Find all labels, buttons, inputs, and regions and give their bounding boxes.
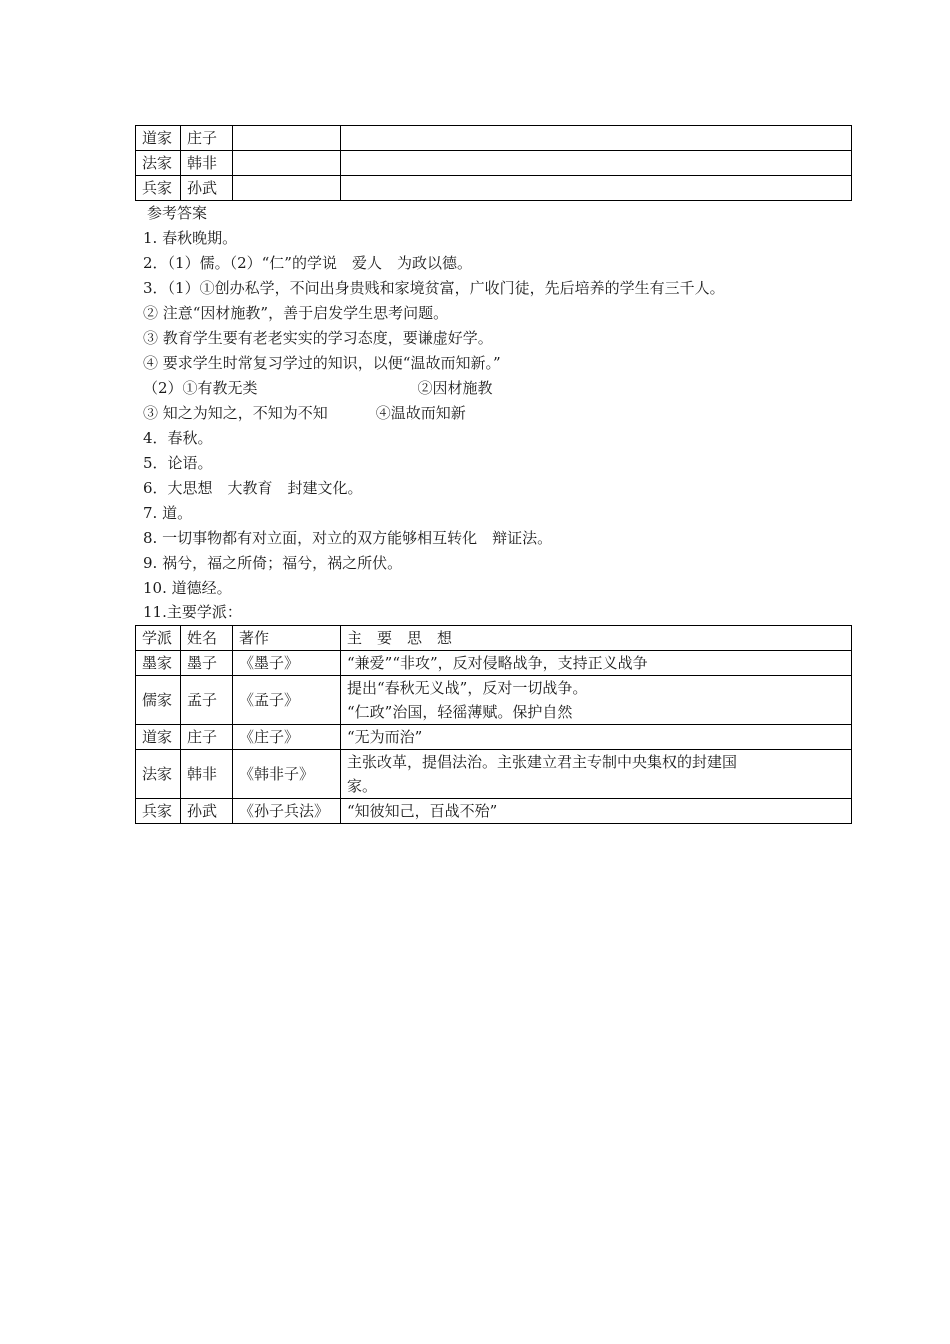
answer-line: 11.主要学派： — [143, 603, 242, 621]
cell-work: 《韩非子》 — [233, 750, 341, 799]
answer-line: 3．（1）①创办私学，不问出身贵贱和家境贫富，广收门徒，先后培养的学生有三千人。 — [143, 279, 725, 297]
cell-work: 《孙子兵法》 — [233, 799, 341, 824]
cell-name: 韩非 — [181, 151, 233, 176]
answer-line: ② 注意“因材施教”，善于启发学生思考问题。 — [143, 304, 449, 322]
header-work: 著作 — [233, 626, 341, 651]
answer-line — [143, 376, 843, 401]
answer-line: 8. 一切事物都有对立面，对立的双方能够相互转化 辩证法。 — [143, 529, 553, 547]
table-row — [136, 676, 852, 725]
table-row — [136, 725, 852, 750]
cell-work: 《庄子》 — [233, 725, 341, 750]
cell-work — [233, 151, 341, 176]
cell-name: 孟子 — [181, 676, 233, 725]
answer-part: ④温故而知新 — [375, 404, 466, 422]
answer-line: 6．大思想 大教育 封建文化。 — [143, 479, 363, 497]
header-idea: 主 要 思 想 — [341, 626, 852, 651]
cell-name: 庄子 — [181, 725, 233, 750]
cell-idea — [341, 750, 852, 799]
cell-name: 韩非 — [181, 750, 233, 799]
cell-idea: “无为而治” — [341, 725, 852, 750]
cell-name: 墨子 — [181, 651, 233, 676]
cell-idea: “兼爱”“非攻”，反对侵略战争，支持正义战争 — [341, 651, 852, 676]
header-name: 姓名 — [181, 626, 233, 651]
cell-school: 法家 — [136, 750, 181, 799]
cell-name: 孙武 — [181, 176, 233, 201]
table-header-row — [136, 626, 852, 651]
cell-idea — [341, 176, 852, 201]
cell-school: 儒家 — [136, 676, 181, 725]
table-row — [136, 750, 852, 799]
table-row — [136, 799, 852, 824]
table-row — [136, 126, 852, 151]
answer-line: 1. 春秋晚期。 — [143, 229, 238, 247]
cell-school: 道家 — [136, 725, 181, 750]
cell-school: 墨家 — [136, 651, 181, 676]
header-school: 学派 — [136, 626, 181, 651]
idea-line: “仁政”治国，轻徭薄赋。保护自然 — [347, 703, 573, 721]
cell-idea — [341, 126, 852, 151]
idea-line: 家。 — [347, 777, 378, 795]
schools-table — [135, 625, 852, 824]
idea-line: 提出“春秋无义战”，反对一切战争。 — [347, 679, 588, 697]
cell-work: 《墨子》 — [233, 651, 341, 676]
answer-line: 4．春秋。 — [143, 429, 213, 447]
cell-school: 道家 — [136, 126, 181, 151]
answer-line: 5．论语。 — [143, 454, 213, 472]
cell-idea: “知彼知己，百战不殆” — [341, 799, 852, 824]
answer-line — [143, 401, 843, 426]
cell-school: 兵家 — [136, 176, 181, 201]
answer-heading: 参考答案 — [147, 204, 208, 222]
table-row — [136, 651, 852, 676]
cell-work — [233, 126, 341, 151]
answer-part: ②因材施教 — [417, 379, 493, 397]
cell-name: 孙武 — [181, 799, 233, 824]
table-row — [136, 176, 852, 201]
answer-line: 10. 道德经。 — [143, 579, 232, 597]
cell-idea — [341, 676, 852, 725]
answer-line: 7. 道。 — [143, 504, 193, 522]
answer-line: ④ 要求学生时常复习学过的知识，以便“温故而知新。” — [143, 354, 501, 372]
cell-work — [233, 176, 341, 201]
cell-school: 法家 — [136, 151, 181, 176]
answer-line: ③ 教育学生要有老老实实的学习态度，要谦虚好学。 — [143, 329, 493, 347]
cell-idea — [341, 151, 852, 176]
idea-line: 主张改革，提倡法治。主张建立君主专制中央集权的封建国 — [347, 753, 738, 771]
answer-line: 2．（1）儒。（2）“仁”的学说 爱人 为政以德。 — [143, 254, 472, 272]
cell-school: 兵家 — [136, 799, 181, 824]
top-table — [135, 125, 852, 201]
table-row — [136, 151, 852, 176]
cell-work: 《孟子》 — [233, 676, 341, 725]
answer-part: ③ 知之为知之，不知为不知 — [143, 404, 328, 422]
answer-line: 9. 祸兮，福之所倚；福兮，祸之所伏。 — [143, 554, 403, 572]
answer-part: （2）①有教无类 — [143, 379, 258, 397]
cell-name: 庄子 — [181, 126, 233, 151]
